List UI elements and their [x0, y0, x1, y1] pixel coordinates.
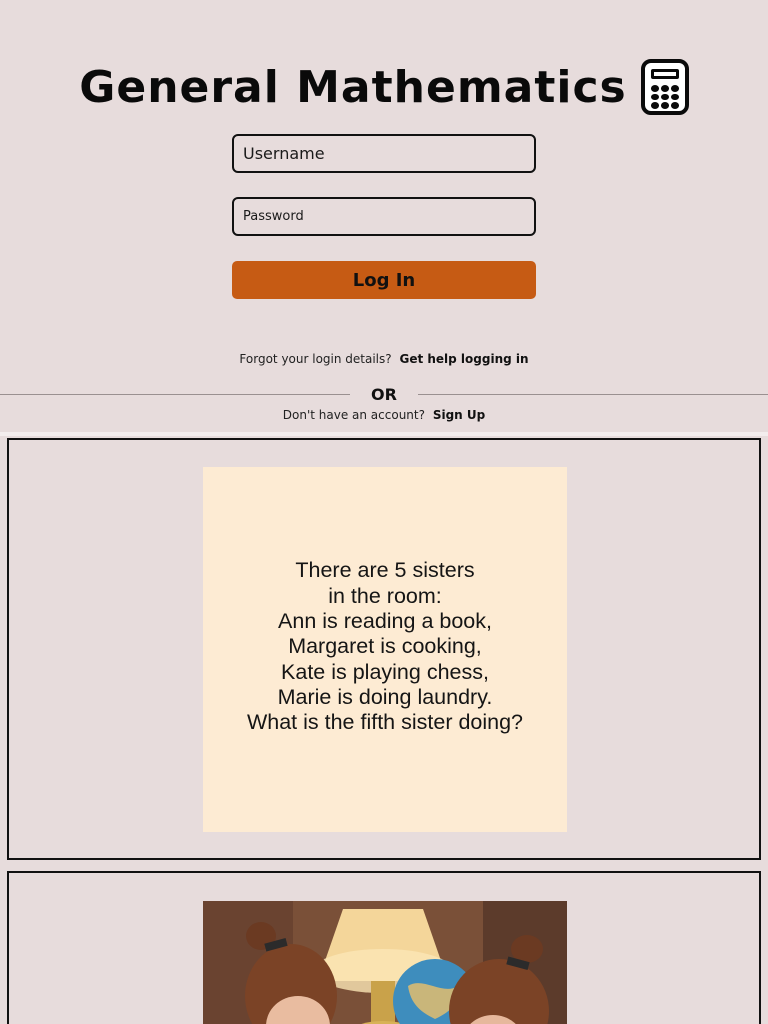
section-separator	[0, 432, 768, 436]
post-card[interactable]	[7, 871, 761, 1024]
calculator-icon	[641, 59, 689, 115]
photo-illustration	[203, 901, 567, 1024]
password-input[interactable]	[232, 197, 536, 236]
title-row	[0, 52, 768, 122]
login-header	[0, 0, 768, 432]
no-account-text: Don't have an account?	[282, 408, 425, 422]
riddle-image	[203, 467, 567, 832]
page-title: General Mathematics	[79, 61, 627, 113]
or-divider-text: OR	[371, 385, 397, 404]
help-login-link[interactable]: Get help logging in	[399, 352, 529, 366]
divider-right	[418, 394, 768, 395]
post-card[interactable]	[7, 438, 761, 860]
login-button[interactable]: Log In	[232, 261, 536, 299]
forgot-login-row	[0, 352, 768, 366]
photo-image	[203, 901, 567, 1024]
signup-row	[0, 408, 768, 422]
username-input[interactable]	[232, 134, 536, 173]
signup-link[interactable]: Sign Up	[432, 408, 486, 422]
forgot-text: Forgot your login details?	[239, 352, 392, 366]
riddle-text: There are 5 sisters in the room: Ann is reading a book, Margaret is cooking, Kate is playing chess, Marie is doing laundry. What is the fifth sister doing?	[246, 558, 524, 735]
divider-left	[0, 394, 350, 395]
